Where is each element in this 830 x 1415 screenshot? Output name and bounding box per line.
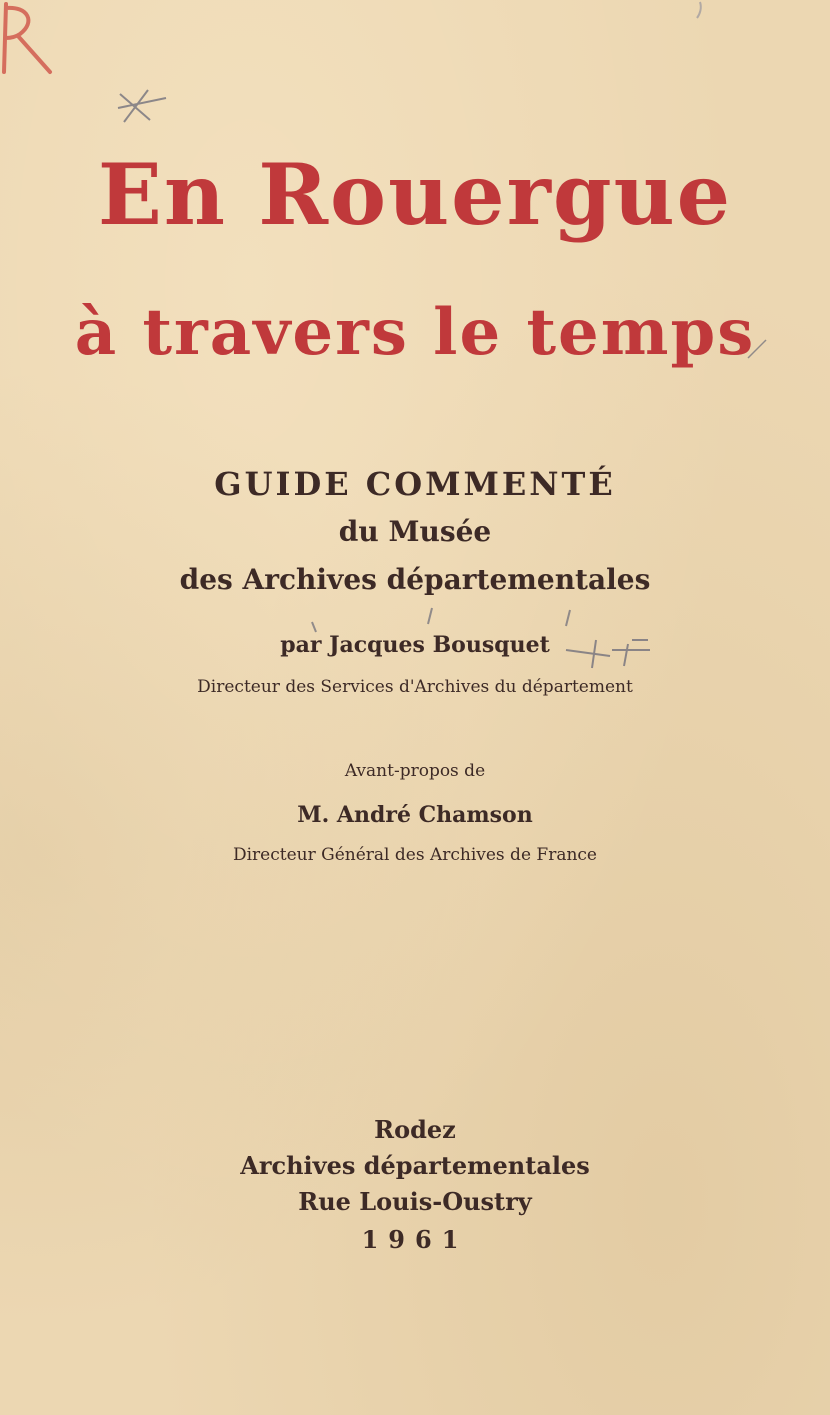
subtitle-line-2: du Musée bbox=[338, 515, 492, 548]
red-pencil-mark bbox=[4, 4, 50, 72]
subtitle-line-1: GUIDE COMMENTÉ bbox=[214, 465, 616, 503]
author-role: Directeur des Services d'Archives du département bbox=[197, 677, 633, 697]
imprint-year: 1961 bbox=[361, 1225, 469, 1254]
title-line-1: En Rouergue bbox=[97, 145, 733, 244]
imprint-city: Rodez bbox=[374, 1115, 456, 1144]
subtitle-line-3: des Archives départementales bbox=[179, 563, 651, 596]
foreword-label: Avant-propos de bbox=[344, 761, 486, 781]
faint-mark-top bbox=[697, 2, 701, 18]
foreword-role: Directeur Général des Archives de France bbox=[232, 845, 597, 865]
author-byline: par Jacques Bousquet bbox=[280, 632, 550, 658]
title-line-2: à travers le temps bbox=[74, 295, 756, 370]
imprint-street: Rue Louis-Oustry bbox=[298, 1187, 532, 1216]
pencil-asterisk bbox=[118, 90, 166, 122]
imprint-publisher: Archives départementales bbox=[240, 1151, 590, 1180]
foreword-author: M. André Chamson bbox=[297, 802, 533, 828]
